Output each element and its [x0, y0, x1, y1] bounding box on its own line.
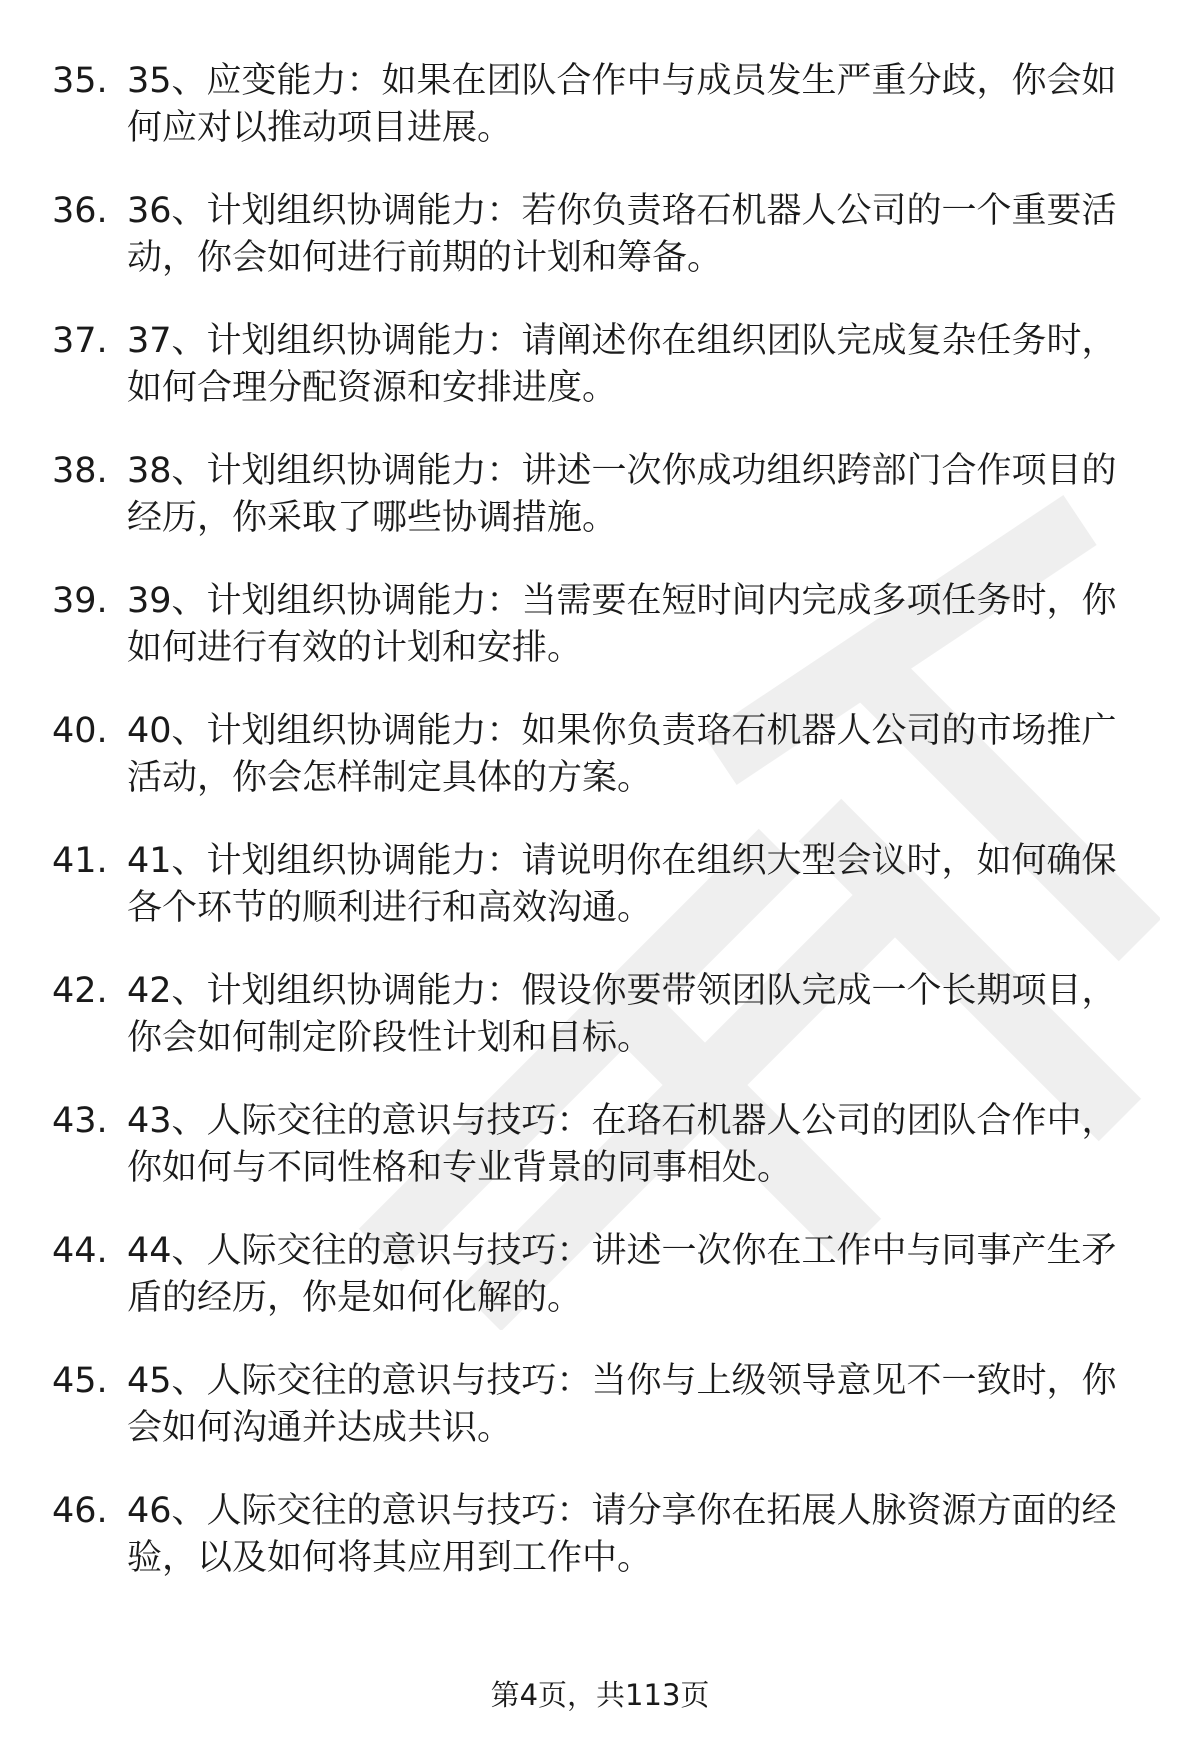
- question-number: 38.: [52, 451, 108, 491]
- question-number: 42.: [52, 971, 108, 1011]
- question-item: [0, 578, 1200, 671]
- question-text: 36、计划组织协调能力：若你负责珞石机器人公司的一个重要活动，你会如何进行前期的计划和筹备。: [127, 191, 1117, 278]
- question-item: [0, 188, 1200, 281]
- question-item: [0, 838, 1200, 931]
- question-text: 45、人际交往的意识与技巧：当你与上级领导意见不一致时，你会如何沟通并达成共识。: [127, 1361, 1117, 1448]
- question-item: [0, 448, 1200, 541]
- question-text: 46、人际交往的意识与技巧：请分享你在拓展人脉资源方面的经验，以及如何将其应用到工作中。: [127, 1491, 1117, 1578]
- question-item: [0, 1488, 1200, 1581]
- question-text: 39、计划组织协调能力：当需要在短时间内完成多项任务时，你如何进行有效的计划和安排。: [127, 581, 1117, 668]
- question-text: 42、计划组织协调能力：假设你要带领团队完成一个长期项目，你会如何制定阶段性计划和目标。: [127, 971, 1117, 1058]
- question-text: 44、人际交往的意识与技巧：讲述一次你在工作中与同事产生矛盾的经历，你是如何化解的。: [127, 1231, 1117, 1318]
- question-text: 43、人际交往的意识与技巧：在珞石机器人公司的团队合作中，你如何与不同性格和专业背景的同事相处。: [127, 1101, 1117, 1188]
- question-number: 44.: [52, 1231, 108, 1271]
- question-number: 41.: [52, 841, 108, 881]
- question-number: 40.: [52, 711, 108, 751]
- question-number: 36.: [52, 191, 108, 231]
- question-item: [0, 1098, 1200, 1191]
- question-number: 39.: [52, 581, 108, 621]
- question-text: 38、计划组织协调能力：讲述一次你成功组织跨部门合作项目的经历，你采取了哪些协调措施。: [127, 451, 1117, 538]
- question-text: 35、应变能力：如果在团队合作中与成员发生严重分歧，你会如何应对以推动项目进展。: [127, 61, 1117, 148]
- question-text: 37、计划组织协调能力：请阐述你在组织团队完成复杂任务时，如何合理分配资源和安排进度。: [127, 321, 1117, 408]
- question-item: [0, 1228, 1200, 1321]
- question-number: 46.: [52, 1491, 108, 1531]
- question-number: 37.: [52, 321, 108, 361]
- question-number: 43.: [52, 1101, 108, 1141]
- page-footer: 第4页，共113页: [490, 1678, 710, 1712]
- question-list: [0, 58, 1200, 1618]
- question-item: [0, 318, 1200, 411]
- question-item: [0, 58, 1200, 151]
- question-text: 41、计划组织协调能力：请说明你在组织大型会议时，如何确保各个环节的顺利进行和高效沟通。: [127, 841, 1117, 928]
- question-item: [0, 968, 1200, 1061]
- question-item: [0, 1358, 1200, 1451]
- question-text: 40、计划组织协调能力：如果你负责珞石机器人公司的市场推广活动，你会怎样制定具体的方案。: [127, 711, 1117, 798]
- question-number: 35.: [52, 61, 108, 101]
- question-item: [0, 708, 1200, 801]
- question-number: 45.: [52, 1361, 108, 1401]
